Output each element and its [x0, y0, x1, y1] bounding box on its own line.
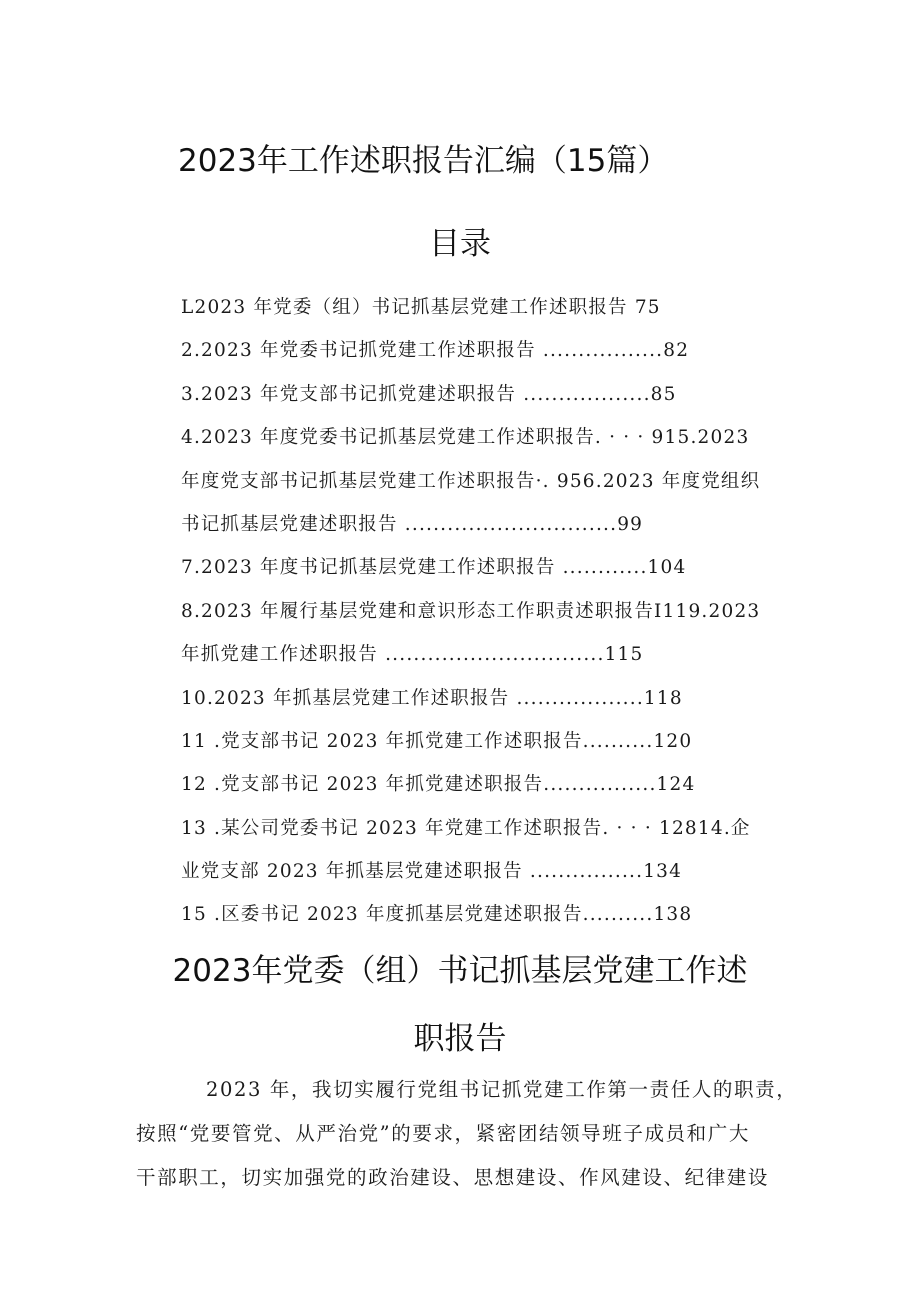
body-line: 按照“党要管党、从严治党”的要求，紧密团结领导班子成员和广大 — [136, 1122, 750, 1145]
toc-line: 12 .党支部书记 2023 年抓党建述职报告................124 — [181, 774, 696, 796]
toc-line: 8.2023 年履行基层党建和意识形态工作职责述职报告I119.2023 — [181, 600, 761, 622]
toc-line: 3.2023 年党支部书记抓党建述职报告 ..................85 — [181, 383, 677, 405]
document-title: 2023年工作述职报告汇编（15篇） — [178, 143, 669, 179]
toc-line: 11 .党支部书记 2023 年抓党建工作述职报告..........120 — [181, 730, 693, 752]
toc-line: 15 .区委书记 2023 年度抓基层党建述职报告..........138 — [181, 904, 693, 926]
toc-line: 年抓党建工作述职报告 ...............................115 — [181, 644, 644, 666]
section-title-line1: 2023年党委（组）书记抓基层党建工作述 — [172, 953, 748, 989]
toc-line: 书记抓基层党建述职报告 ..............................99 — [181, 513, 644, 535]
section-title-line2: 职报告 — [413, 1021, 507, 1057]
table-of-contents — [181, 286, 801, 937]
body-line: 2023 年，我切实履行党组书记抓党建工作第一责任人的职责， — [206, 1078, 798, 1101]
toc-heading: 目录 — [429, 226, 491, 262]
toc-line: 10.2023 年抓基层党建工作述职报告 ..................118 — [181, 687, 683, 709]
toc-line: L2023 年党委（组）书记抓基层党建工作述职报告 75 — [181, 297, 661, 318]
toc-line: 业党支部 2023 年抓基层党建述职报告 ................134 — [181, 861, 683, 883]
body-paragraph — [136, 1068, 796, 1200]
toc-line: 年度党支部书记抓基层党建工作述职报告·. 956.2023 年度党组织 — [181, 470, 761, 492]
toc-line: 7.2023 年度书记抓基层党建工作述职报告 ............104 — [181, 557, 687, 579]
body-line: 干部职工，切实加强党的政治建设、思想建设、作风建设、纪律建设 — [136, 1166, 770, 1189]
toc-line: 13 .某公司党委书记 2023 年党建工作述职报告. · · · 12814.企 — [181, 817, 751, 839]
toc-line: 2.2023 年党委书记抓党建工作述职报告 .................82 — [181, 340, 690, 362]
toc-line: 4.2023 年度党委书记抓基层党建工作述职报告. · · · 915.2023 — [181, 427, 750, 449]
